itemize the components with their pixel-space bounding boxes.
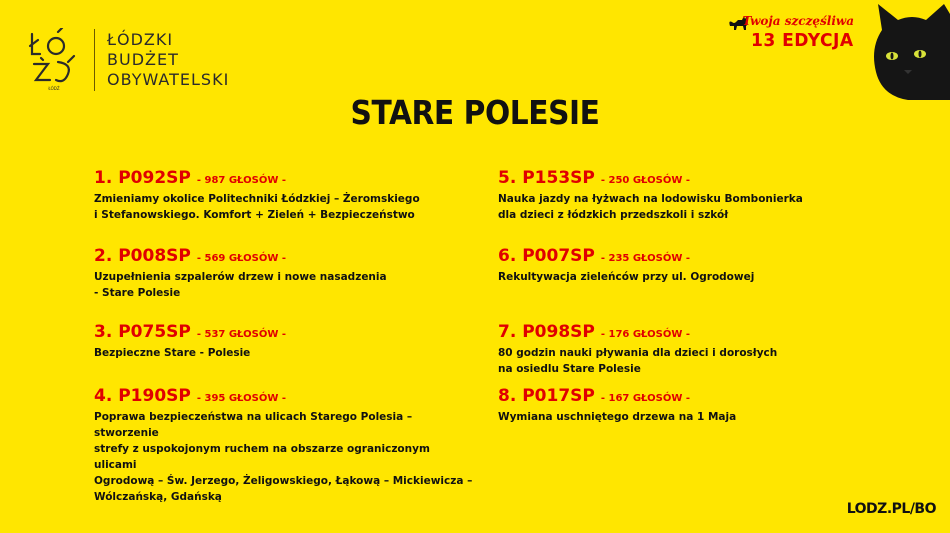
black-cat-icon (868, 0, 950, 100)
project-item-6 (498, 246, 918, 322)
projects-left-column (94, 168, 474, 505)
project-code: 6. P007SP (498, 246, 595, 266)
project-description-line: strefy z uspokojonym ruchem na obszarze ograniczonym ulicami (94, 443, 430, 471)
footer-url: LODZ.PL/BO (846, 501, 936, 517)
project-code: 5. P153SP (498, 168, 595, 188)
project-item-4 (94, 386, 474, 505)
project-votes: - 167 GŁOSÓW - (600, 393, 690, 404)
project-code: 4. P190SP (94, 386, 191, 406)
project-item-7 (498, 322, 918, 386)
project-description-line: dla dzieci z łódzkich przedszkoli i szkół (498, 209, 729, 221)
project-votes: - 235 GŁOSÓW - (600, 253, 690, 264)
project-description-line: Nauka jazdy na łyżwach na lodowisku Bombonierka (498, 193, 803, 205)
project-description (94, 409, 474, 505)
logo-line-2: BUDŻET (107, 50, 179, 69)
project-code: 1. P092SP (94, 168, 191, 188)
project-votes: - 395 GŁOSÓW - (196, 393, 286, 404)
project-description-line: Bezpieczne Stare - Polesie (94, 347, 251, 359)
project-description (94, 191, 474, 223)
project-description-line: Wymiana uschniętego drzewa na 1 Maja (498, 411, 737, 423)
project-description (498, 269, 918, 285)
project-votes: - 176 GŁOSÓW - (600, 329, 690, 340)
project-item-5 (498, 168, 918, 246)
project-code: 2. P008SP (94, 246, 191, 266)
lbo-logo (28, 28, 229, 92)
project-description (498, 409, 918, 425)
project-item-2 (94, 246, 474, 322)
project-code: 7. P098SP (498, 322, 595, 342)
project-description-line: Wólczańską, Gdańską (94, 491, 222, 503)
project-description (94, 269, 474, 301)
project-description-line: i Stefanowskiego. Komfort + Zieleń + Bezpieczeństwo (94, 209, 415, 221)
edition-badge (724, 14, 854, 51)
logo-line-1: ŁÓDZKI (107, 30, 174, 49)
project-code: 8. P017SP (498, 386, 595, 406)
project-description (94, 345, 474, 361)
project-description-line: Ogrodową – Św. Jerzego, Żeligowskiego, Łąkową – Mickiewicza – (94, 475, 473, 487)
edition-tagline: Twoja szczęśliwa (742, 14, 854, 28)
project-description-line: Uzupełnienia szpalerów drzew i nowe nasadzenia (94, 271, 387, 283)
project-description (498, 345, 918, 377)
project-votes: - 250 GŁOSÓW - (600, 175, 690, 186)
projects-right-column (498, 168, 918, 425)
logo-divider (94, 29, 95, 91)
project-votes: - 987 GŁOSÓW - (196, 175, 286, 186)
project-votes: - 537 GŁOSÓW - (196, 329, 286, 340)
project-description (498, 191, 918, 223)
edition-number: 13 EDYCJA (751, 30, 854, 51)
project-description-line: Poprawa bezpieczeństwa na ulicach Starego Polesia – stworzenie (94, 411, 413, 439)
lodz-logo-mark-icon (28, 28, 80, 92)
logo-line-3: OBYWATELSKI (107, 70, 230, 89)
project-code: 3. P075SP (94, 322, 191, 342)
project-description-line: Rekultywacja zieleńców przy ul. Ogrodowej (498, 271, 755, 283)
project-description-line: - Stare Polesie (94, 287, 181, 299)
project-votes: - 569 GŁOSÓW - (196, 253, 286, 264)
svg-text:ŁÓDŹ: ŁÓDŹ (48, 86, 60, 91)
project-item-8 (498, 386, 918, 425)
project-item-3 (94, 322, 474, 386)
project-description-line: Zmieniamy okolice Politechniki Łódzkiej – Żeromskiego (94, 193, 420, 205)
project-description-line: na osiedlu Stare Polesie (498, 363, 641, 375)
logo-wordmark (107, 30, 229, 90)
project-item-1 (94, 168, 474, 246)
project-description-line: 80 godzin nauki pływania dla dzieci i dorosłych (498, 347, 778, 359)
page-title: STARE POLESIE (350, 93, 600, 132)
